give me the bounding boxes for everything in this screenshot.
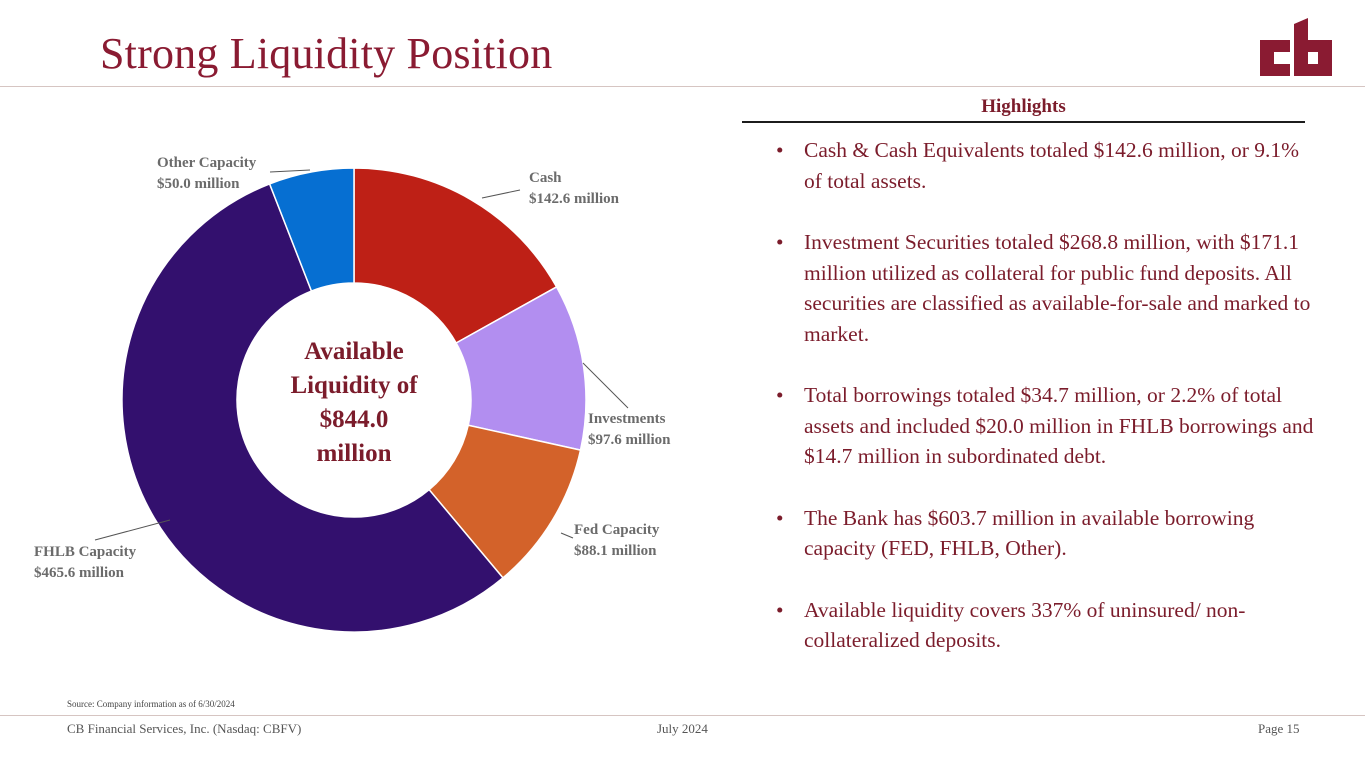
header-divider <box>0 86 1365 87</box>
leader-line <box>95 520 170 540</box>
slice-label-value: $88.1 million <box>574 543 657 559</box>
highlight-item: • Total borrowings totaled $34.7 million, or 2.2% of total assets and included $20.0 million in FHLB borrowings and $14.7 million in subordinated debt. <box>776 380 1316 472</box>
slice-label-name: Cash <box>529 170 562 186</box>
bullet-icon: • <box>776 138 784 162</box>
slice-label-value: $465.6 million <box>34 565 125 581</box>
highlight-item: • Investment Securities totaled $268.8 million, with $171.1 million utilized as collateral for public fund deposits. All securities are classified as available-for-sale and marked to market. <box>776 227 1316 349</box>
bullet-icon: • <box>776 597 784 622</box>
page-title: Strong Liquidity Position <box>100 29 553 78</box>
highlights-list <box>776 135 1316 687</box>
slice-label-name: Other Capacity <box>157 155 257 171</box>
highlight-item: • Available liquidity covers 337% of uninsured/ non-collateralized deposits. <box>776 595 1316 656</box>
bullet-icon: • <box>776 505 784 530</box>
footer-divider <box>0 715 1365 716</box>
center-label-line: $844.0 <box>319 406 389 433</box>
slice-label-name: Investments <box>588 411 666 427</box>
highlight-item: • Cash & Cash Equivalents totaled $142.6 million, or 9.1% of total assets. <box>776 135 1316 196</box>
slice-label-value: $142.6 million <box>529 191 620 207</box>
leader-line <box>583 363 628 408</box>
center-label-line: million <box>316 440 392 467</box>
leader-line <box>270 170 310 172</box>
bullet-icon: • <box>776 230 784 254</box>
source-note: Source: Company information as of 6/30/2024 <box>67 699 235 709</box>
highlight-item: • The Bank has $603.7 million in available borrowing capacity (FED, FHLB, Other). <box>776 503 1316 564</box>
center-label-line: Available <box>304 338 404 365</box>
highlights-title: Highlights <box>981 96 1066 117</box>
footer-page-number: Page 15 <box>1258 721 1300 736</box>
slice-label-value: $50.0 million <box>157 176 240 192</box>
leader-line <box>561 533 573 538</box>
slice-label-name: FHLB Capacity <box>34 544 137 560</box>
footer-company: CB Financial Services, Inc. (Nasdaq: CBFV) <box>67 721 302 736</box>
cb-logo-icon <box>1260 18 1332 76</box>
slice-label-value: $97.6 million <box>588 432 671 448</box>
bullet-icon: • <box>776 383 784 407</box>
highlights-rule <box>742 121 1305 123</box>
leader-line <box>482 190 520 198</box>
center-label-line: Liquidity of <box>290 372 418 399</box>
footer-date: July 2024 <box>657 721 708 736</box>
slice-label-name: Fed Capacity <box>574 522 660 538</box>
liquidity-donut-chart <box>0 90 740 705</box>
